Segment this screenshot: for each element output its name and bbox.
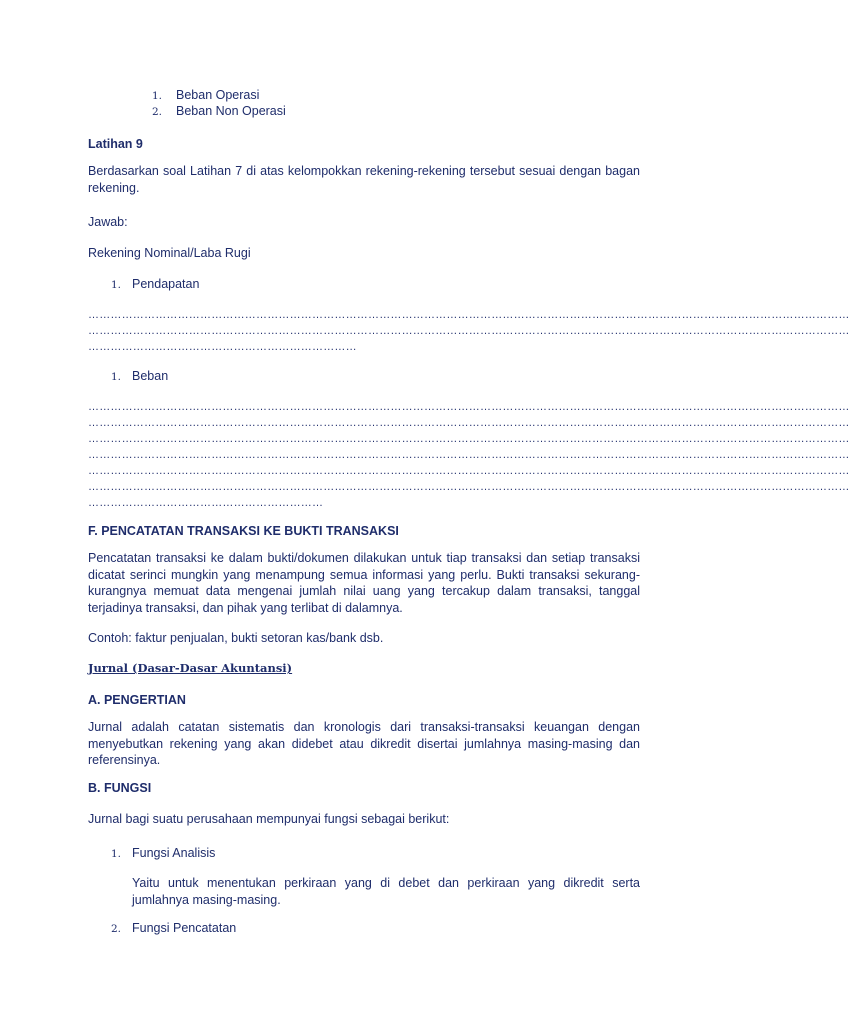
answer-dot-line: …………………………………………………………………………………………………………………………………………………………………………………… (88, 449, 850, 461)
list-number: 1. (111, 279, 122, 291)
list-item: Fungsi Analisis (132, 846, 216, 860)
answer-dot-line: …………………………………………………………………………………………………………………………………………………………………………………… (88, 309, 850, 321)
answer-dot-line: …………………………………………………………………………………………………………………………………………………………………………………… (88, 417, 850, 429)
jurnal-heading: Jurnal (Dasar-Dasar Akuntansi) (88, 661, 293, 675)
section-f-title: F. PENCATATAN TRANSAKSI KE BUKTI TRANSAKSI (88, 524, 399, 538)
answer-dot-line: …………………………………………………………………………………………………………………………………………………………………………………… (88, 465, 850, 477)
list-number: 1. (111, 848, 122, 860)
list-item: Fungsi Pencatatan (132, 921, 237, 935)
section-a-title: A. PENGERTIAN (88, 693, 186, 707)
section-a-text: Jurnal adalah catatan sistematis dan kronologis dari transaksi-transaksi keuangan dengan menyebutkan rekening yang akan didebet atau dikredit disertai jumlahnya masing-masing dan referensinya. (88, 720, 640, 767)
section-b-intro: Jurnal bagi suatu perusahaan mempunyai fungsi sebagai berikut: (88, 812, 450, 826)
latihan-title: Latihan 9 (88, 137, 143, 151)
list-number: 1. (111, 371, 122, 383)
list-item: Beban (132, 369, 169, 383)
answer-dot-line: …………………………………………………………………………………………………………………………………………………………………………………… (88, 433, 850, 445)
function-description: Yaitu untuk menentukan perkiraan yang di debet dan perkiraan yang dikredit serta jumlahnya masing-masing. (132, 876, 640, 907)
section-f-example: Contoh: faktur penjualan, bukti setoran kas/bank dsb. (88, 631, 384, 645)
list-number: 1. (152, 90, 163, 102)
list-item: Beban Operasi (176, 88, 260, 102)
subheading: Rekening Nominal/Laba Rugi (88, 246, 251, 260)
answer-dot-line: ……………………………………………………… (88, 497, 324, 509)
answer-dot-line: …………………………………………………………………………………………………………………………………………………………………………………… (88, 325, 850, 337)
list-item: Pendapatan (132, 277, 200, 291)
answer-dot-line: …………………………………………………………………………………………………………………………………………………………………………………… (88, 401, 850, 413)
answer-label: Jawab: (88, 215, 128, 229)
answer-dot-line: ……………………………………………………………… (88, 341, 357, 353)
list-number: 2. (152, 106, 163, 118)
answer-dot-line: …………………………………………………………………………………………………………………………………………………………………………………… (88, 481, 850, 493)
latihan-question: Berdasarkan soal Latihan 7 di atas kelompokkan rekening-rekening tersebut sesuai dengan bagan rekening. (88, 164, 640, 195)
section-b-title: B. FUNGSI (88, 781, 152, 795)
list-item: Beban Non Operasi (176, 104, 286, 118)
section-f-paragraph: Pencatatan transaksi ke dalam bukti/dokumen dilakukan untuk tiap transaksi dan setiap transaksi dicatat serinci mungkin yang menampung semua informasi yang perlu. Bukti transaksi sekurang-kurangnya memuat data mengenai jumlah nilai uang yang tercakup dalam transaksi, tanggal terjadinya transaksi, dan pihak yang terlibat di dalamnya. (88, 551, 640, 615)
list-number: 2. (111, 923, 122, 935)
